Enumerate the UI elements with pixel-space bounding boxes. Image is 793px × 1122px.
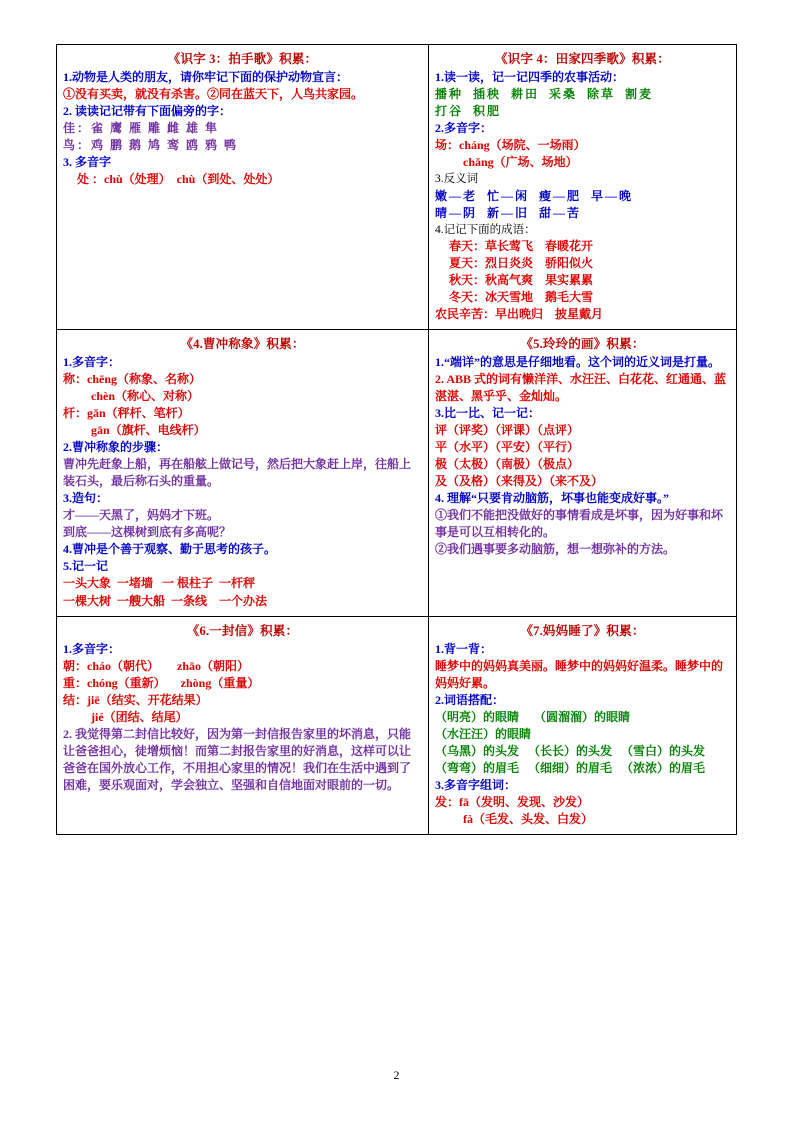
- text-line: 2. 我觉得第二封信比较好，因为第一封信报告家里的坏消息，只能让爸爸担心，徒增烦恼！而第二封报告家里的好消息，这样可以让爸爸在国外放心工作，不用担心家里的情况！我们在生活中遇到了困难，要乐观面对，学会独立、坚强和自信地面对眼前的一切。: [63, 726, 412, 792]
- text-line: 及（及格）（来得及）（来不及）: [435, 474, 604, 489]
- text-line: 2. ABB 式的词有懒洋洋、水汪汪、白花花、红通通、蓝湛湛、黑乎乎、金灿灿。: [435, 372, 727, 404]
- text-line: 3. 多音字: [63, 155, 112, 170]
- cell-title: 《5.玲玲的画》积累：: [520, 337, 645, 352]
- text-line: 晴—阴 新—旧 甜—苦: [435, 205, 582, 220]
- text-line: 一棵大树 一艘大船 一条线 一个办法: [63, 593, 268, 608]
- text-line: 到底——这棵树到底有多高呢？: [63, 525, 232, 540]
- table-row: [57, 45, 737, 330]
- text-line: 3.造句：: [63, 491, 109, 506]
- text-line: ①没有买卖，就没有杀害。②同在蓝天下，人鸟共家园。: [63, 87, 364, 102]
- text-line: 鸟：鸡 鹏 鹅 鸠 鸾 鸥 鸦 鸭: [63, 138, 239, 153]
- text-line: 夏天：烈日炎炎 骄阳似火: [449, 255, 594, 270]
- text-line: 4.曹冲是个善于观察、勤于思考的孩子。: [63, 542, 277, 557]
- text-line: 播种 插秧 耕田 采桑 除草 割麦: [435, 87, 654, 102]
- text-line: 称：chēng（称象、名称）: [63, 372, 202, 387]
- text-line: （明亮）的眼睛 （圆溜溜）的眼睛: [435, 709, 631, 724]
- text-line: 3.多音字组词：: [435, 777, 517, 792]
- text-line: 朝：cháo（朝代） zhāo（朝阳）: [63, 658, 250, 673]
- cell-shizi4: [429, 45, 737, 330]
- text-line: 2.词语搭配：: [435, 692, 505, 707]
- table-row: [57, 616, 737, 834]
- table-row: [57, 330, 737, 616]
- text-line: 1.动物是人类的朋友，请你牢记下面的保护动物宣言：: [63, 70, 349, 84]
- text-line: gān（旗杆、电线杆）: [91, 423, 206, 438]
- text-line: 极（太极）（南极）（极点）: [435, 457, 580, 472]
- text-line: 重：chóng（重新） zhòng（重量）: [63, 675, 260, 690]
- text-line: fà（毛发、头发、白发）: [463, 811, 593, 826]
- cell-caochong: [57, 330, 429, 616]
- text-line: 冬天：冰天雪地 鹅毛大雪: [449, 290, 594, 304]
- text-line: 1.“端详”的意思是仔细地看。这个词的近义词是打量。: [435, 355, 721, 370]
- cell-mamashuile: [429, 616, 737, 834]
- page-number: 2: [393, 1068, 400, 1082]
- text-line: 2.曹冲称象的步骤：: [63, 440, 169, 455]
- text-line: 5.记一记: [63, 559, 109, 574]
- text-line: （水汪汪）的眼睛: [435, 726, 532, 741]
- text-line: 才——天黑了，妈妈才下班。: [63, 508, 220, 523]
- text-line: 1.背一背：: [435, 641, 493, 656]
- text-line: 4.记记下面的成语：: [435, 223, 536, 236]
- text-line: 发：fā（发明、发现、沙发）: [435, 794, 589, 809]
- cell-title: 《识字 4：田家四季歌》积累：: [495, 52, 670, 66]
- text-line: 评（评奖）（评课）（点评）: [435, 423, 580, 438]
- text-line: 1.多音字：: [63, 355, 121, 370]
- cell-lingling: [429, 330, 737, 616]
- text-line: （弯弯）的眉毛 （细细）的眉毛 （浓浓）的眉毛: [435, 760, 706, 775]
- text-line: 4. 理解“只要肯动脑筋，坏事也能变成好事。”: [435, 491, 670, 506]
- text-line: 打谷 积肥: [435, 104, 502, 119]
- text-line: 场：cháng（场院、一场雨）: [435, 138, 586, 153]
- text-line: 佳：雀 鹰 雁 雕 雌 雄 隼: [63, 121, 220, 136]
- text-line: 3.比一比、记一记：: [435, 406, 541, 421]
- text-line: （乌黑）的头发 （长长）的头发 （雪白）的头发: [435, 743, 706, 758]
- text-line: ②我们遇事要多动脑筋，想一想弥补的方法。: [435, 542, 676, 557]
- text-line: chǎng（广场、场地）: [463, 155, 578, 170]
- text-line: 一头大象 一堵墙 一 根柱子 一杆秤: [63, 576, 256, 591]
- cell-title: 《6.一封信》积累：: [186, 623, 299, 638]
- text-line: 平（水平）（平安）（平行）: [435, 440, 580, 455]
- cell-yifengxin: [57, 616, 429, 834]
- text-line: jié（团结、结尾）: [91, 709, 188, 724]
- text-line: 睡梦中的妈妈真美丽。睡梦中的妈妈好温柔。睡梦中的妈妈好累。: [435, 658, 724, 690]
- text-line: chèn（称心、对称）: [91, 389, 200, 404]
- text-line: 农民辛苦：早出晚归 披星戴月: [435, 307, 604, 322]
- text-line: 秋天：秋高气爽 果实累累: [449, 272, 594, 287]
- text-line: 2.多音字：: [435, 121, 493, 136]
- text-line: ①我们不能把没做好的事情看成是坏事，因为好事和坏事是可以互相转化的。: [435, 508, 724, 540]
- text-line: 1.多音字：: [63, 641, 121, 656]
- text-line: 春天：草长莺飞 春暖花开: [449, 238, 594, 253]
- cell-title: 《7.妈妈睡了》积累：: [520, 623, 645, 638]
- text-line: 3.反义词: [435, 173, 479, 186]
- cell-title: 《4.曹冲称象》积累：: [180, 337, 305, 352]
- text-line: 杆：gǎn（秤杆、笔杆）: [63, 406, 190, 421]
- text-line: 处 ：chù（处理） chù（到处、处处）: [77, 172, 280, 187]
- text-line: 结：jiē（结实、开花结果）: [63, 692, 208, 707]
- cell-shizi3: [57, 45, 429, 330]
- text-line: 嫩—老 忙—闲 瘦—肥 早—晚: [435, 188, 634, 203]
- text-line: 2. 读读记记带有下面偏旁的字：: [63, 104, 232, 119]
- cell-title: 《识字 3：拍手歌》积累：: [167, 52, 318, 66]
- text-line: 1.读一读，记一记四季的农事活动：: [435, 70, 625, 84]
- accumulation-table: [56, 44, 737, 835]
- text-line: 曹冲先赶象上船，再在船舷上做记号，然后把大象赶上岸，往船上装石头，最后称石头的重量。: [63, 457, 412, 489]
